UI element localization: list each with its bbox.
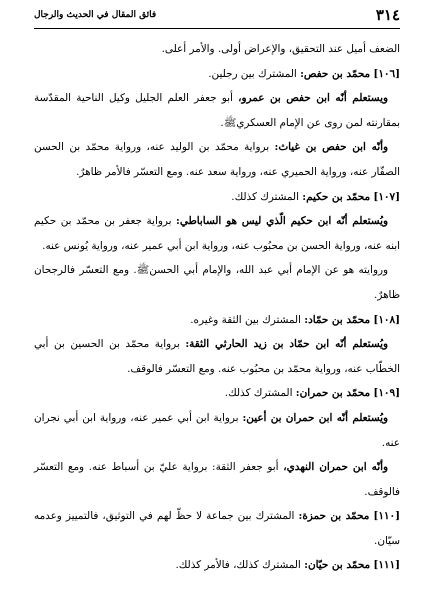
entry-name: محمّد بن حيّان: bbox=[304, 559, 371, 572]
paragraph: الضعف أميل عند التحقيق، والإعراض أولى. والأمر أعلى. bbox=[161, 43, 400, 55]
page-body bbox=[34, 37, 400, 578]
entry-heading: [١٠٦] محمّد بن حفص: المشترك بين رجلين. bbox=[208, 67, 400, 80]
running-title: فائق المقال في الحديث والرجال bbox=[34, 10, 157, 20]
entry-number: [١٠٩] bbox=[373, 387, 400, 400]
entry-name: محمّد بن حكيم: bbox=[302, 190, 371, 203]
entry-number: [١٠٦] bbox=[373, 67, 400, 80]
paragraph: ويُستعلم أنّه ابن حمّاد بن زيد الحارثي الثقة: برواية محمّد بن الحسين بن أبي الخطّاب عنه، ورواية محمّد بن محبُوب عنه. ومع التعسّر فالوقف. bbox=[34, 338, 400, 375]
entry-heading: [١٠٧] محمّد بن حكيم: المشترك كذلك. bbox=[231, 190, 400, 203]
entry-number: [١٠٧] bbox=[373, 190, 400, 203]
header-rule bbox=[34, 28, 400, 29]
entry-heading: [١١١] محمّد بن حيّان: المشترك كذلك، فالأمر كذلك. bbox=[175, 559, 400, 572]
page-number: ٣١٤ bbox=[375, 6, 400, 24]
entry-name: محمّد بن حمّاد: bbox=[304, 313, 371, 326]
entry-heading: [١٠٩] محمّد بن حمران: المشترك كذلك. bbox=[224, 387, 400, 400]
entry-name: محمّد بن حمزة: bbox=[298, 510, 370, 523]
paragraph: وأنّه ابن حمران النهدي، أبو جعفر الثقة: برواية عليّ بن أسباط عنه. ومع التعسّر فالوقف. bbox=[34, 461, 400, 498]
paragraph: ويُستعلم أنّه ابن حمران بن أعين: برواية ابن أبي عمير عنه، ورواية ابن أبي نجران عنه. bbox=[34, 411, 400, 449]
entry-number: [١١١] bbox=[373, 559, 400, 572]
paragraph: ويُستعلم أنّه ابن حكيم الّذي ليس هو الساباطي: برواية جعفر بن محمّد بن حكيم ابنه عنه، ورواية الحسن بن محبُوب عنه، ورواية ابن أبي عمير عنه، ورواية يُونس عنه. bbox=[34, 215, 400, 252]
entry-name: محمّد بن حمران: bbox=[295, 387, 371, 400]
paragraph: وروايته هو عن الإمام أبي عبد الله، والإمام أبي الحسنﷺ. ومع التعسّر فالرجحان ظاهرٌ. bbox=[34, 264, 400, 301]
entry-heading: [١١٠] محمّد بن حمزة: المشترك بين جماعة لا حظّ لهم في التوثيق، فالتمييز وعدمه سيّان. bbox=[34, 510, 400, 547]
entry-number: [١١٠] bbox=[373, 510, 400, 523]
entry-name: محمّد بن حفص: bbox=[300, 67, 371, 80]
entry-heading: [١٠٨] محمّد بن حمّاد: المشترك بين الثقة وغيره. bbox=[190, 313, 400, 326]
page-header bbox=[34, 6, 400, 24]
paragraph: ويستعلم أنّه ابن حفص بن عمرو، أبو جعفر العلم الجليل وكيل الناحية المقدّسة بمقارنته لمن روى عن الإمام العسكريﷺ. bbox=[34, 92, 400, 129]
entry-number: [١٠٨] bbox=[373, 313, 400, 326]
paragraph: وأنّه ابن حفص بن غياث: برواية محمّد بن الوليد عنه، ورواية محمّد بن الحسن الصفّار عنه، ورواية الحميري عنه، ورواية سعد عنه. ومع التعسّر فالأمر ظاهرٌ. bbox=[34, 141, 400, 178]
